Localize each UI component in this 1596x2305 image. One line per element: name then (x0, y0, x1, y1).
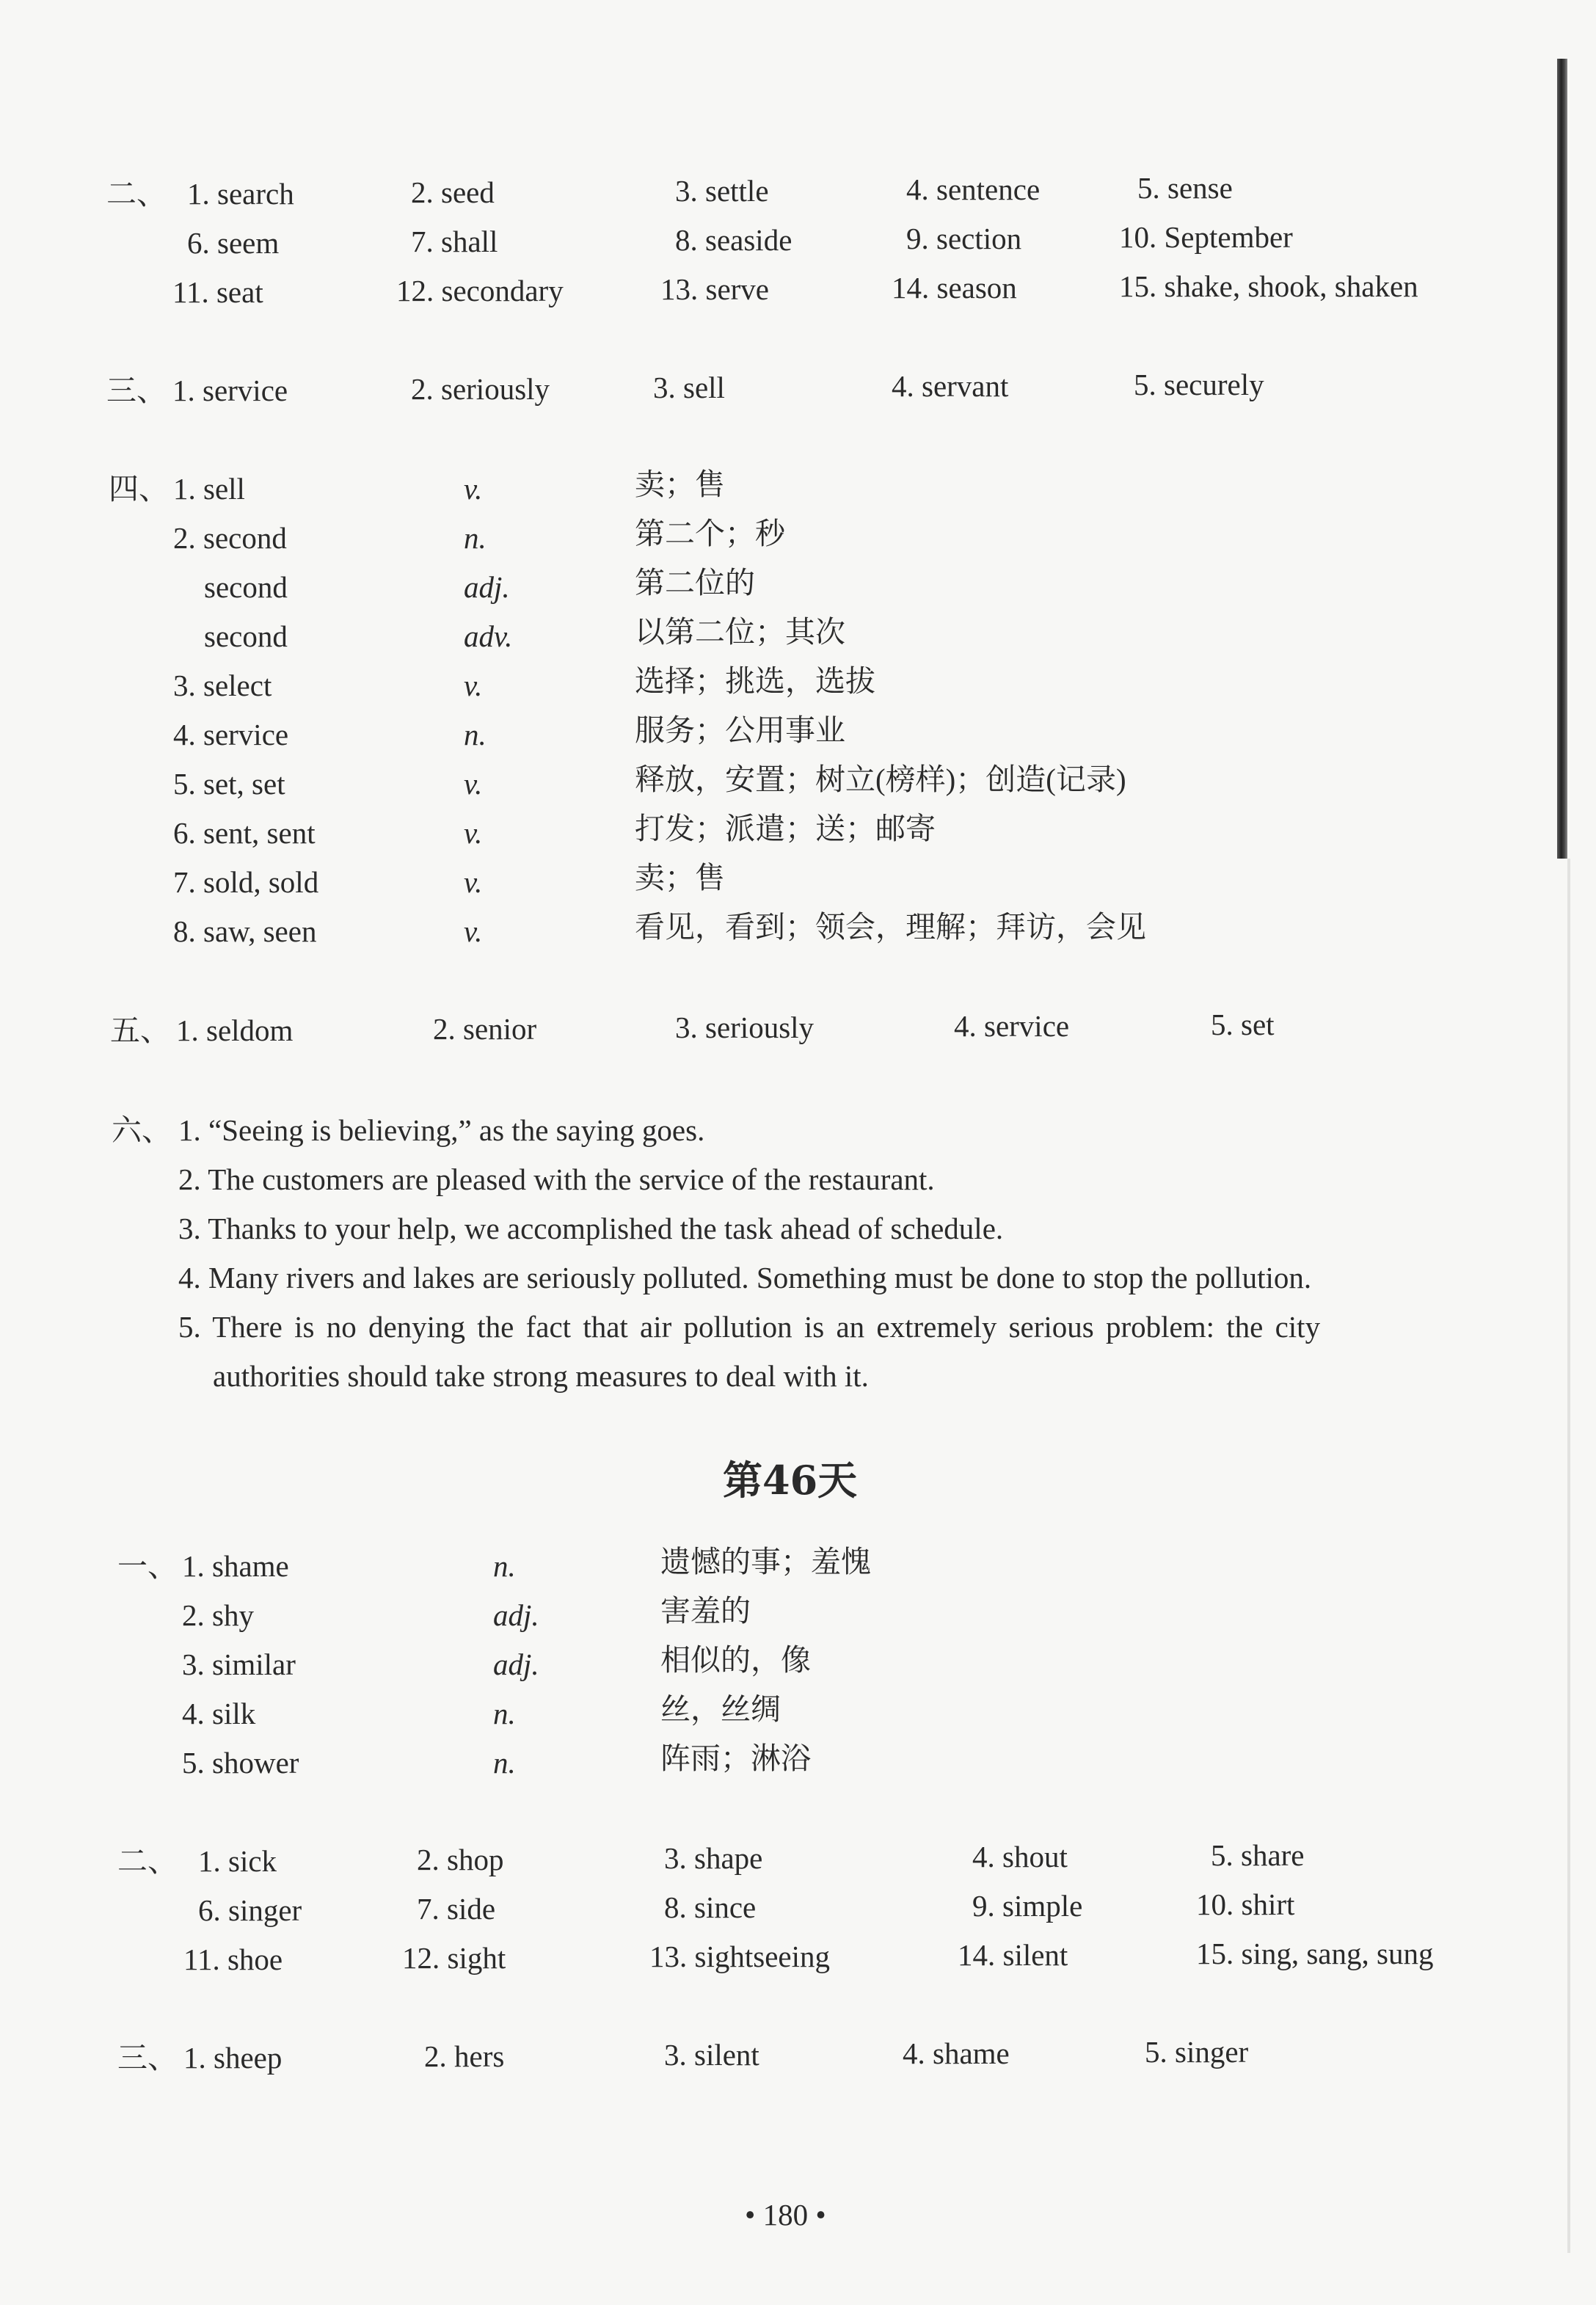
translation-sentence-continued: authorities should take strong measures to deal with it. (213, 1359, 869, 1393)
translation-sentence: 4. Many rivers and lakes are seriously polluted. Something must be done to stop the pollution. (178, 1261, 1312, 1294)
vocab-word: second (204, 570, 288, 604)
vocab-meaning: 第二位的 (635, 566, 755, 600)
vocab-word: 8. saw, seen (173, 914, 317, 948)
vocab-pos: v. (464, 816, 483, 850)
answer-item: 3. shape (664, 1841, 763, 1875)
vocab-meaning: 卖；售 (635, 467, 725, 501)
vocab-pos: v. (464, 472, 483, 506)
answer-item: 8. seaside (675, 223, 792, 257)
answer-item: 3. seriously (675, 1011, 815, 1044)
scan-edge-line (1567, 859, 1570, 2253)
answer-item: 14. season (892, 271, 1017, 305)
vocab-word: 5. shower (182, 1746, 299, 1780)
answer-item: 7. shall (411, 225, 498, 258)
section-marker: 二、 (106, 176, 167, 211)
translation-sentence: 1. “Seeing is believing,” as the saying goes. (178, 1113, 705, 1147)
vocab-pos: adj. (493, 1647, 539, 1681)
vocab-pos: v. (464, 865, 483, 899)
answer-item: 2. seriously (411, 372, 550, 406)
vocab-meaning: 遗憾的事；羞愧 (660, 1545, 871, 1578)
answer-item: 1. service (172, 374, 288, 407)
vocab-pos: n. (464, 718, 487, 751)
answer-item: 13. sightseeing (649, 1940, 830, 1973)
answer-item: 15. shake, shook, shaken (1119, 269, 1418, 303)
answer-item: 15. sing, sang, sung (1196, 1937, 1434, 1970)
vocab-word: 3. similar (182, 1647, 296, 1681)
vocab-meaning: 相似的，像 (660, 1643, 811, 1677)
vocab-word: 4. service (173, 718, 289, 751)
translation-sentence: 2. The customers are pleased with the service of the restaurant. (178, 1162, 935, 1196)
answer-item: 4. sentence (906, 172, 1041, 206)
answer-item: 2. seed (411, 175, 495, 209)
vocab-word: 3. select (173, 669, 272, 702)
vocab-word: 2. shy (182, 1598, 254, 1632)
vocab-meaning: 打发；派遣；送；邮寄 (635, 812, 936, 845)
vocab-pos: v. (464, 914, 483, 948)
answer-item: 2. shop (417, 1843, 504, 1876)
translation-sentence: 5. There is no denying the fact that air pollution is an extremely serious problem: the city (178, 1310, 1321, 1344)
answer-item: 2. hers (424, 2039, 505, 2073)
section-marker: 三、 (106, 373, 167, 408)
answer-item: 12. sight (402, 1941, 506, 1975)
vocab-meaning: 卖；售 (635, 861, 725, 895)
section-marker: 四、 (109, 471, 169, 506)
vocab-word: second (204, 619, 288, 653)
vocab-meaning: 释放，安置；树立(榜样)；创造(记录) (635, 762, 1126, 796)
section-marker: 二、 (117, 1843, 178, 1879)
scan-edge-shadow (1557, 59, 1567, 859)
answer-item: 9. section (906, 222, 1022, 255)
vocab-word: 4. silk (182, 1697, 256, 1730)
section-marker: 五、 (110, 1013, 170, 1048)
vocab-pos: adj. (464, 570, 510, 604)
translation-sentence: 3. Thanks to your help, we accomplished the task ahead of schedule. (178, 1212, 1004, 1245)
answer-item: 5. singer (1145, 2035, 1249, 2069)
answer-item: 1. sheep (183, 2041, 283, 2075)
answer-item: 5. share (1211, 1838, 1305, 1872)
answer-item: 4. servant (892, 369, 1009, 403)
vocab-meaning: 害羞的 (660, 1594, 751, 1628)
answer-item: 12. secondary (396, 274, 564, 307)
answer-item: 11. shoe (183, 1942, 283, 1976)
vocab-pos: v. (464, 669, 483, 702)
section-marker: 三、 (117, 2040, 178, 2075)
answer-item: 10. shirt (1196, 1887, 1295, 1921)
answer-item: 5. sense (1137, 171, 1233, 205)
vocab-pos: n. (493, 1549, 516, 1583)
answer-item: 5. securely (1134, 368, 1264, 401)
vocab-meaning: 阵雨；淋浴 (660, 1741, 811, 1775)
vocab-pos: n. (493, 1746, 516, 1780)
answer-item: 1. seldom (176, 1013, 294, 1047)
section-marker: 六、 (112, 1113, 172, 1148)
answer-item: 5. set (1211, 1008, 1275, 1041)
vocab-meaning: 丝，丝绸 (660, 1692, 781, 1726)
vocab-pos: adj. (493, 1598, 539, 1632)
vocab-pos: adv. (464, 619, 513, 653)
day-title: 第46天 (723, 1457, 858, 1504)
answer-item: 9. simple (972, 1889, 1083, 1923)
answer-item: 3. sell (653, 371, 725, 404)
answer-item: 4. service (954, 1009, 1070, 1043)
vocab-word: 5. set, set (173, 767, 285, 801)
answer-item: 14. silent (958, 1938, 1068, 1972)
answer-item: 4. shout (972, 1840, 1068, 1874)
answer-item: 1. sick (198, 1844, 277, 1878)
answer-item: 7. side (417, 1892, 496, 1926)
answer-item: 10. September (1119, 220, 1293, 254)
answer-item: 13. serve (660, 272, 770, 306)
answer-item: 3. silent (664, 2038, 759, 2072)
vocab-word: 2. second (173, 521, 287, 555)
vocab-meaning: 服务；公用事业 (635, 713, 845, 747)
page-number: • 180 • (745, 2198, 826, 2232)
answer-item: 1. search (187, 177, 294, 211)
vocab-word: 6. sent, sent (173, 816, 316, 850)
vocab-meaning: 选择；挑选，选拔 (635, 664, 875, 698)
vocab-word: 7. sold, sold (173, 865, 319, 899)
answer-item: 6. seem (187, 226, 280, 260)
vocab-pos: n. (493, 1697, 516, 1730)
vocab-meaning: 第二个；秒 (635, 517, 785, 550)
vocab-meaning: 看见，看到；领会，理解；拜访，会见 (635, 910, 1146, 944)
answer-item: 11. seat (172, 275, 263, 309)
answer-item: 8. since (664, 1890, 757, 1924)
answer-item: 4. shame (903, 2036, 1010, 2070)
answer-item: 6. singer (198, 1893, 302, 1927)
answer-item: 3. settle (675, 174, 769, 208)
vocab-meaning: 以第二位；其次 (635, 615, 845, 649)
vocab-word: 1. sell (173, 472, 245, 506)
vocab-pos: v. (464, 767, 483, 801)
vocab-word: 1. shame (182, 1549, 289, 1583)
section-marker: 一、 (117, 1548, 178, 1584)
answer-item: 2. senior (433, 1012, 537, 1046)
vocab-pos: n. (464, 521, 487, 555)
